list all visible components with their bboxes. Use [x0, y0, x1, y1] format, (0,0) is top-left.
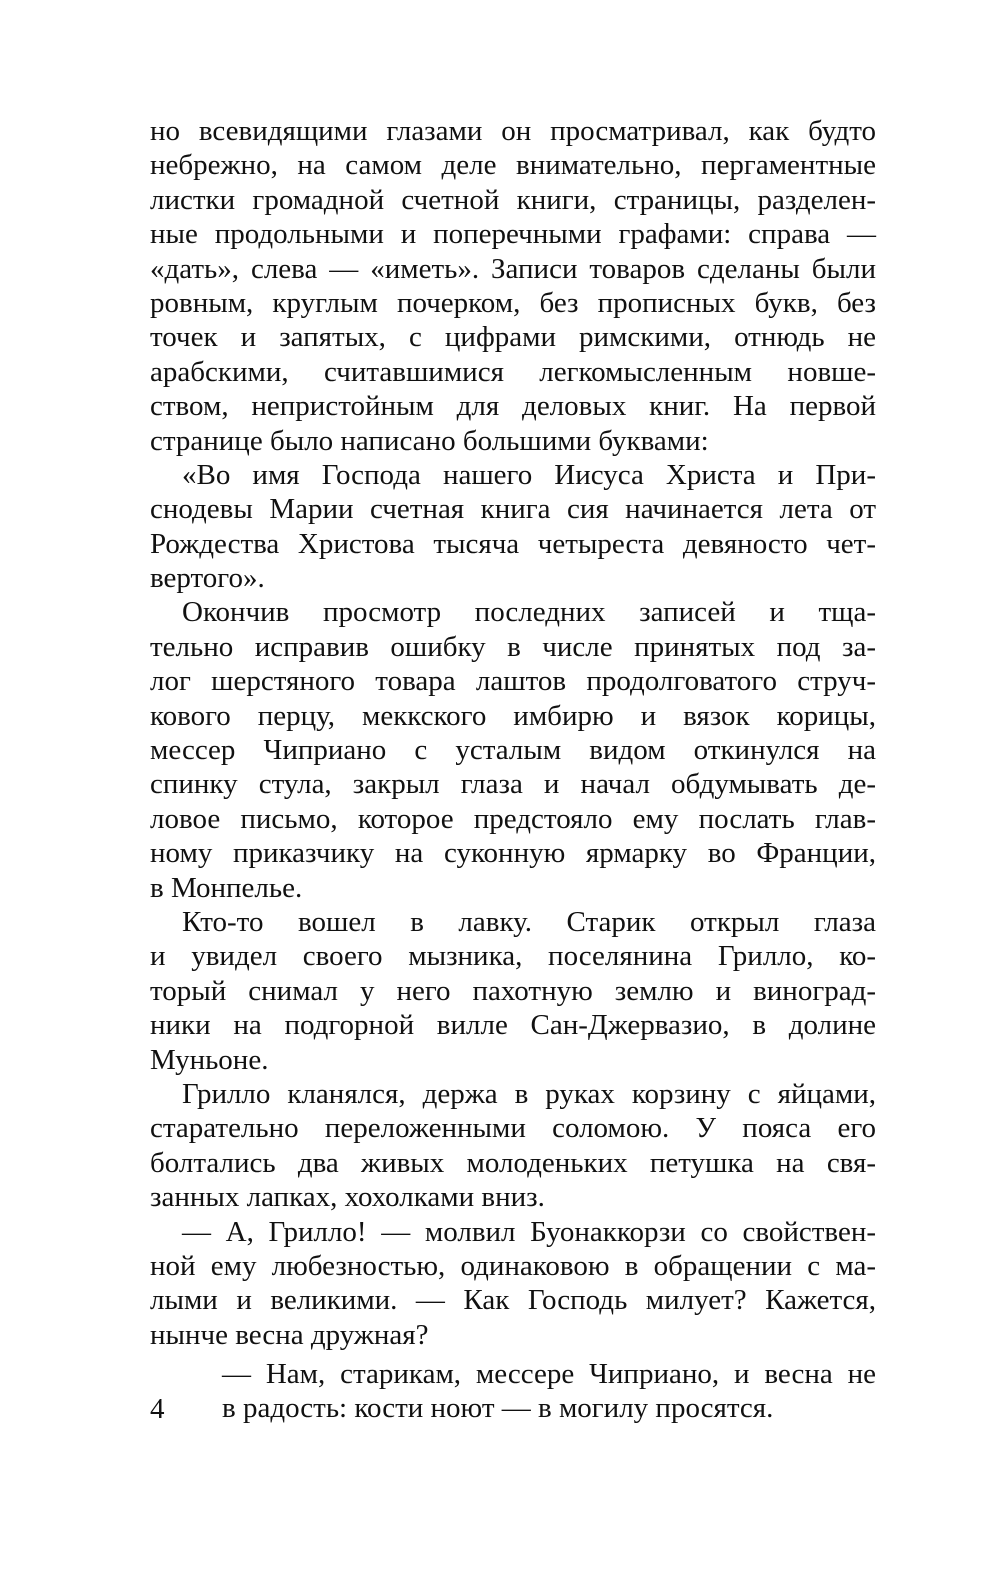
text-line: торый снимал у него пахотную землю и виноград-	[150, 974, 876, 1007]
text-line: спинку стула, закрыл глаза и начал обдумывать де-	[150, 768, 876, 801]
text-line: — Нам, старикам, мессере Чиприано, и весна не	[222, 1358, 876, 1390]
text-line: снодевы Марии счетная книга сия начинается лета от	[150, 493, 876, 526]
text-line: занных лапках, хохолками вниз.	[150, 1181, 545, 1214]
text-line: но всевидящими глазами он просматривал, как будто	[150, 115, 876, 147]
text-line: ловое письмо, которое предстояло ему послать глав-	[150, 802, 876, 835]
text-line: мессер Чиприано с усталым видом откинулся на	[150, 734, 876, 767]
text-line: листки громадной счетной книги, страницы, разделен-	[150, 183, 876, 216]
text-line: тельно исправив ошибку в числе принятых под за-	[150, 630, 876, 663]
text-line: ники на подгорной вилле Сан-Джервазио, в долине	[150, 1009, 876, 1042]
text-line: нынче весна дружная?	[150, 1318, 429, 1351]
text-line: лог шерстяного товара лаштов продолговатого струч-	[150, 665, 876, 698]
text-line: Рождества Христова тысяча четыреста девяносто чет-	[150, 527, 876, 560]
text-line: кового перцу, меккского имбирю и вязок корицы,	[150, 699, 876, 732]
text-line: вертого».	[150, 562, 265, 595]
text-line: Кто-то вошел в лавку. Старик открыл глаза	[182, 905, 876, 938]
text-line: ровным, круглым почерком, без прописных букв, без	[150, 286, 876, 319]
paragraph-6	[150, 1215, 876, 1353]
paragraph-2	[150, 458, 876, 596]
main-text-block	[150, 114, 876, 1352]
text-line: арабскими, считавшимися легкомысленным новше-	[150, 355, 876, 388]
text-line: Грилло кланялся, держа в руках корзину с яйцами,	[182, 1077, 876, 1110]
text-line: ством, непристойным для деловых книг. На первой	[150, 390, 876, 423]
text-line: в Монпелье.	[150, 871, 303, 904]
paragraph-3	[150, 595, 876, 905]
text-line: «Во имя Господа нашего Иисуса Христа и При-	[182, 458, 876, 491]
paragraph-4	[150, 905, 876, 1077]
text-line: Окончив просмотр последних записей и тща-	[182, 596, 876, 629]
text-line: небрежно, на самом деле внимательно, пергаментные	[150, 149, 876, 182]
text-line: ному приказчику на суконную ярмарку во Франции,	[150, 837, 876, 870]
text-line: и увидел своего мызника, поселянина Грилло, ко-	[150, 940, 876, 973]
text-line: — А, Грилло! — молвил Буонаккорзи со свойствен-	[182, 1215, 876, 1248]
text-line: в радость: кости ноют — в могилу просятся.	[222, 1392, 774, 1425]
text-line: лыми и великими. — Как Господь милует? Кажется,	[150, 1284, 876, 1317]
text-line: старательно переложенными соломою. У пояса его	[150, 1112, 876, 1145]
text-line: болтались два живых молоденьких петушка на свя-	[150, 1146, 876, 1179]
page-number: 4	[150, 1393, 165, 1425]
text-line: ные продольными и поперечными графами: справа —	[150, 218, 876, 251]
text-line: точек и запятых, с цифрами римскими, отнюдь не	[150, 321, 876, 354]
text-line: ной ему любезностью, одинаковою в обращении с ма-	[150, 1249, 876, 1282]
paragraph-1	[150, 114, 876, 458]
text-line: Муньоне.	[150, 1043, 269, 1076]
text-line: «дать», слева — «иметь». Записи товаров сделаны были	[150, 252, 876, 285]
text-line: странице было написано большими буквами:	[150, 424, 709, 457]
paragraph-5	[150, 1077, 876, 1215]
final-paragraph	[222, 1357, 876, 1426]
